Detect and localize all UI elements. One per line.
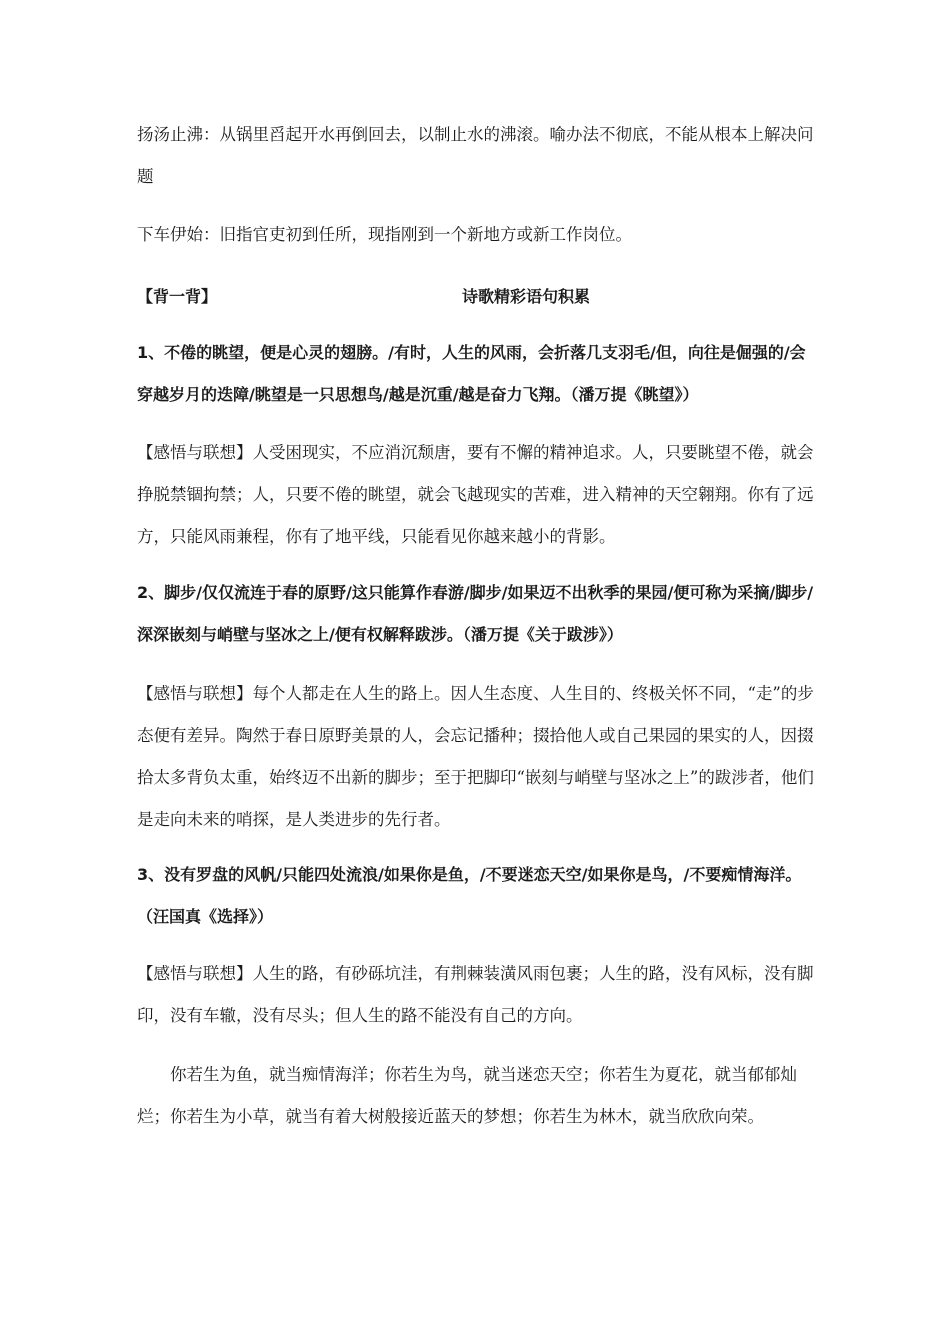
poem-2-reflection: 【感悟与联想】每个人都走在人生的路上。因人生态度、人生目的、终极关怀不同，“走”的步态便有差异。陶然于春日原野美景的人，会忘记播种；掇拾他人或自己果园的果实的人，因掇拾太多背负太重，始终迈不出新的脚步；至于把脚印“嵌刻与峭壁与坚冰之上”的跋涉者，他们是走向未来的哨探，是人类进步的先行者。 <box>137 684 814 829</box>
poem-1-text: 1、不倦的眺望，便是心灵的翅膀。/有时，人生的风雨，会折落几支羽毛/但，向往是倔强的/会穿越岁月的迭障/眺望是一只思想鸟/越是沉重/越是奋力飞翔。（潘万提《眺望》） <box>137 343 806 404</box>
section-title: 诗歌精彩语句积累 <box>462 287 591 306</box>
idiom-yangtangzhifei: 扬汤止沸：从锅里舀起开水再倒回去，以制止水的沸滚。喻办法不彻底，不能从根本上解决问题 <box>137 125 814 186</box>
poem-3-reflection: 【感悟与联想】人生的路，有砂砾坑洼，有荆棘装潢风雨包裹；人生的路，没有风标，没有脚印，没有车辙，没有尽头；但人生的路不能没有自己的方向。 <box>137 964 814 1025</box>
section-tag: 【背一背】 <box>137 287 218 306</box>
closing-paragraph: 你若生为鱼，就当痴情海洋；你若生为鸟，就当迷恋天空；你若生为夏花，就当郁郁灿烂；你若生为小草，就当有着大树般接近蓝天的梦想；你若生为林木，就当欣欣向荣。 <box>137 1065 797 1126</box>
poem-2-text: 2、脚步/仅仅流连于春的原野/这只能算作春游/脚步/如果迈不出秋季的果园/便可称为采摘/脚步/深深嵌刻与峭壁与坚冰之上/便有权解释跋涉。（潘万提《关于跋涉》） <box>137 583 814 644</box>
idiom-xiacheyishi: 下车伊始：旧指官吏初到任所，现指刚到一个新地方或新工作岗位。 <box>137 225 632 244</box>
poem-1-reflection: 【感悟与联想】人受困现实，不应消沉颓唐，要有不懈的精神追求。人，只要眺望不倦，就会挣脱禁锢拘禁；人，只要不倦的眺望，就会飞越现实的苦难，进入精神的天空翱翔。你有了远方，只能风雨兼程，你有了地平线，只能看见你越来越小的背影。 <box>137 443 814 546</box>
poem-3-text: 3、没有罗盘的风帆/只能四处流浪/如果你是鱼，/不要迷恋天空/如果你是鸟，/不要痴情海洋。（汪国真《选择》） <box>137 865 802 926</box>
